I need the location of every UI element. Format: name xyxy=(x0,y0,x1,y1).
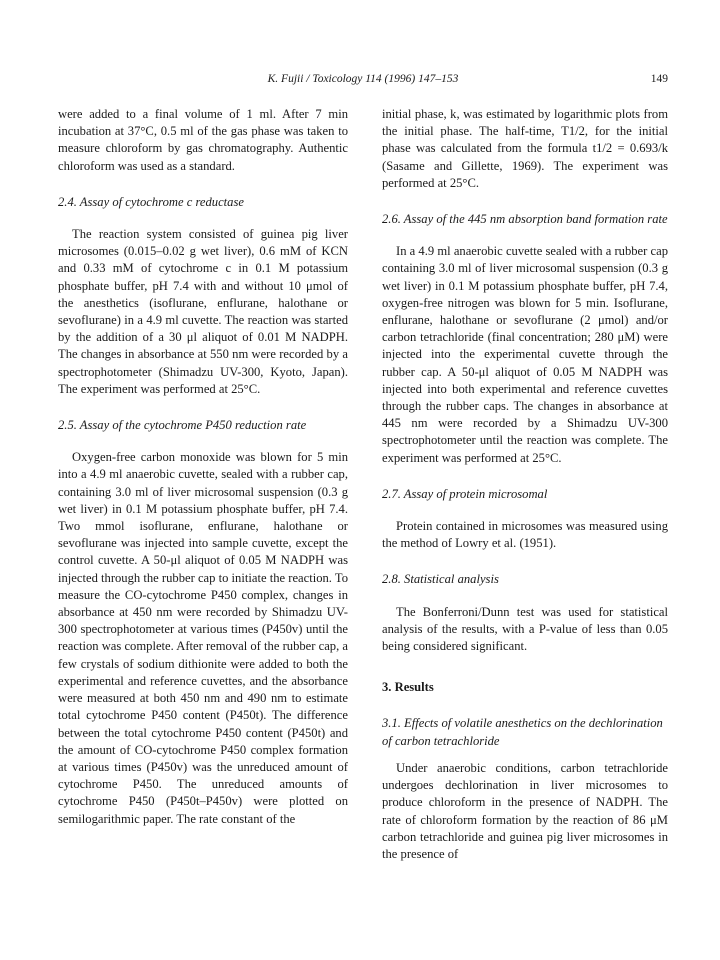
paragraph-2-8: The Bonferroni/Dunn test was used for statistical analysis of the results, with a P-value of less than 0.05 being considered significant. xyxy=(382,604,668,654)
section-heading-3-1: 3.1. Effects of volatile anesthetics on the dechlorination of carbon tetrachloride xyxy=(382,716,663,748)
section-heading-2-5: 2.5. Assay of the cytochrome P450 reduction rate xyxy=(58,418,307,433)
right-column xyxy=(382,106,668,863)
section-heading-2-7: 2.7. Assay of protein microsomal xyxy=(382,486,548,501)
paragraph-2-4: The reaction system consisted of guinea pig liver microsomes (0.015–0.02 g wet liver), 0.6 mM of KCN and 0.33 mM of cytochrome c in 0.1 M potassium phosphate buffer, pH 7.4 with and without 10 μmol of the anesthetics (isoflurane, enflurane, halothane or sevoflurane) in a 4.9 ml cuvette. The reaction was started by the addition of a 30 μl aliquot of 0.01 M NADPH. The changes in absorbance at 550 nm were recorded by a spectrophotometer (Shimadzu UV-300, Kyoto, Japan). The experiment was performed at 25°C. xyxy=(58,227,348,396)
section-heading-3: 3. Results xyxy=(382,680,434,695)
paragraph-continued-right: initial phase, k, was estimated by logarithmic plots from the initial phase. The half-time, T1/2, for the initial phase was calculated from the formula t1/2 = 0.693/k (Sasame and Gillette, 1969). The experiment was performed at 25°C. xyxy=(382,107,668,190)
page-number: 149 xyxy=(650,73,668,85)
paragraph-2-5: Oxygen-free carbon monoxide was blown for 5 min into a 4.9 ml anaerobic cuvette, sealed with a rubber cap, containing 3.0 ml of liver microsomal suspension (0.3 g wet liver) in 0.1 M potassium phosphate buffer, pH 7.4. Two mmol isoflurane, enflurane, halothane or sevoflurane was injected into sample cuvette, except the control cuvette. A 50-μl aliquot of 0.05 M NADPH was injected through the rubber cap to initiate the reaction. To measure the CO-cytochrome P450 complex, changes in absorbance at 450 nm were recorded by Shimadzu UV-300 spectrophotometer at various times (P450v) until the reaction was complete. After removal of the rubber cap, a few crystals of sodium dithionite were added to both the experimental and reference cuvettes, and the absorbance were measured at both 450 nm and 490 nm to estimate total cytochrome P450 content (P450t). The difference between the total cytochrome P450 content (P450t) and the amount of CO-cytochrome P450 complex formation at various times (P450v) was the unreduced amount of cytochrome P450. The unreduced amounts of cytochrome P450 (P450t–P450v) were plotted on semilogarithmic paper. The rate constant of the xyxy=(58,450,348,826)
section-heading-2-6: 2.6. Assay of the 445 nm absorption band formation rate xyxy=(382,212,668,227)
paragraph-continued: were added to a final volume of 1 ml. After 7 min incubation at 37°C, 0.5 ml of the gas phase was taken to measure chloroform by gas chromatography. Authentic chloroform was used as a standard. xyxy=(58,107,348,173)
paragraph-2-7: Protein contained in microsomes was measured using the method of Lowry et al. (1951). xyxy=(382,519,668,551)
paragraph-2-6: In a 4.9 ml anaerobic cuvette sealed with a rubber cap containing 3.0 ml of liver microsomal suspension (0.3 g wet liver) in 0.1 M potassium phosphate buffer, pH 7.4, oxygen-free nitrogen was blown for 5 min. Isoflurane, enflurane, halothane or sevoflurane (2 μmol) and/or carbon tetrachloride (final concentration; 280 μM) were injected into the experimental cuvette through the rubber cap. A 50-μl aliquot of 0.05 M NADPH was injected into both experimental and reference cuvettes through the rubber caps. The changes in absorbance at 445 nm were recorded by a Shimadzu UV-300 spectrophotometer until the reaction was complete. The experiment was performed at 25°C. xyxy=(382,244,668,465)
running-title: K. Fujii / Toxicology 114 (1996) 147–153 xyxy=(267,73,459,85)
left-column xyxy=(58,106,348,828)
running-header xyxy=(58,73,668,89)
paragraph-3-1: Under anaerobic conditions, carbon tetrachloride undergoes dechlorination in liver microsomes to produce chloroform in the presence of NADPH. The rate of chloroform formation by the reaction of 86 μM carbon tetrachloride and guinea pig liver microsomes in the presence of xyxy=(382,760,668,861)
section-heading-2-4: 2.4. Assay of cytochrome c reductase xyxy=(58,194,244,209)
section-heading-2-8: 2.8. Statistical analysis xyxy=(382,572,499,587)
